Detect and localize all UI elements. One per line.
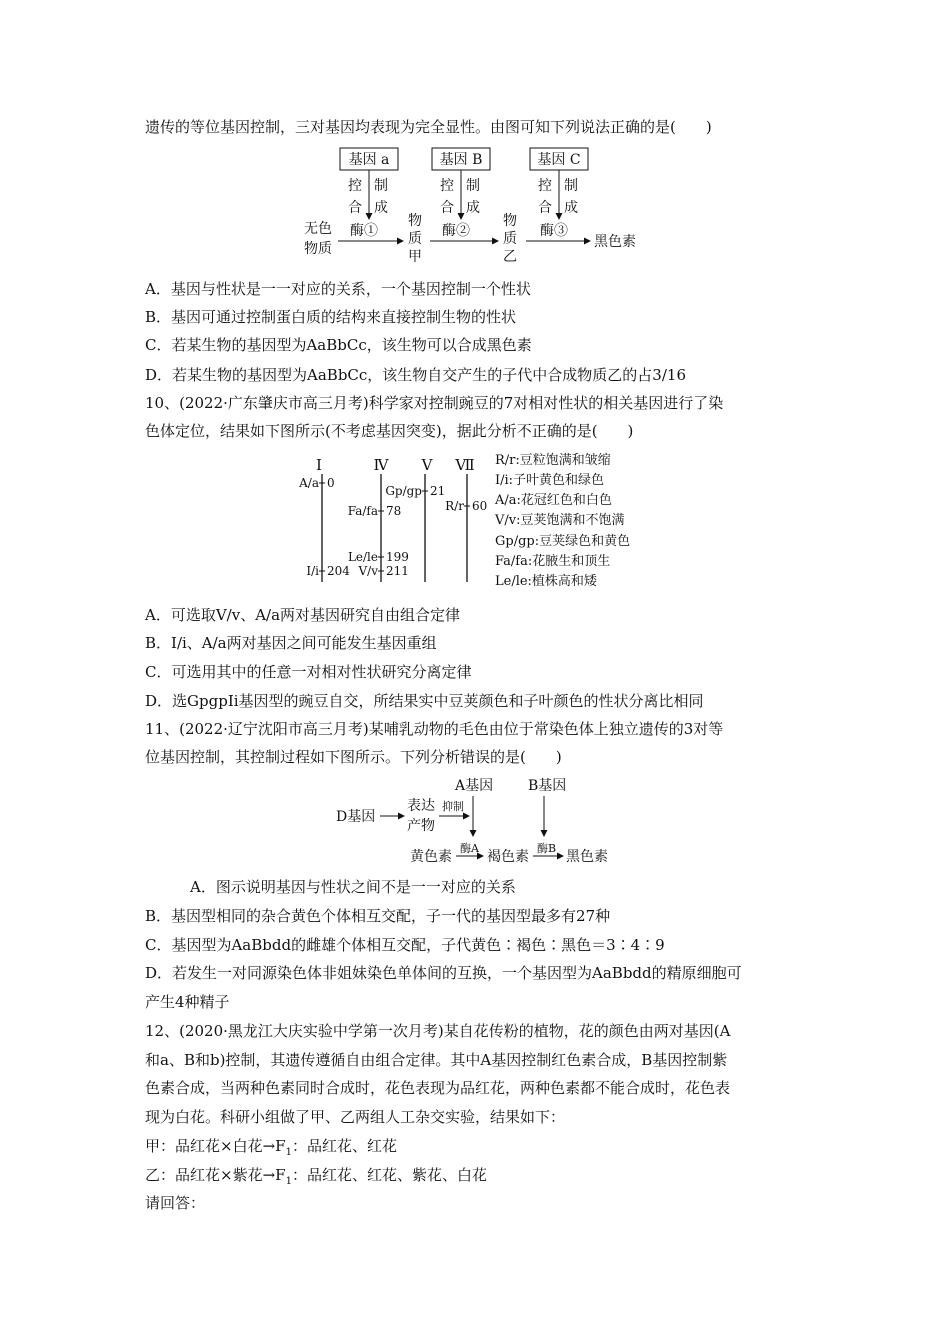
locus-Aa-label: A/a [299,476,319,490]
chromosome-V-label: Ⅴ [421,456,433,474]
substance-yi-3: 乙 [503,249,517,265]
locus-Fa-pos: 78 [386,504,402,518]
q10-chromosome-map [295,450,665,595]
chromosome-VII-label: Ⅶ [455,456,475,474]
q9-gene-pathway-diagram [290,143,660,268]
q12-cross-jia [145,1136,397,1163]
legend-item: R/r:豆粒饱满和皱缩 [495,453,611,468]
q11-stem-line2: 位基因控制，其控制过程如下图所示。下列分析错误的是( ) [145,748,562,766]
cross-jia-offspring: ：品红花、红花 [291,1137,397,1155]
q11-option-b: B．基因型相同的杂合黄色个体相互交配，子一代的基因型最多有27种 [145,907,611,925]
locus-Aa-pos: 0 [327,476,335,490]
ctrl-b-right: 制 [466,178,480,194]
q9-stem: 遗传的等位基因控制，三对基因均表现为完全显性。由图可知下列说法正确的是( ) [145,118,712,136]
locus-Le-label: Le/le [347,550,378,564]
cross-yi-arrow: → [262,1166,276,1184]
enzyme-2: 酶② [442,223,470,239]
colorless-substance-1: 无色 [304,221,332,237]
legend-item: Gp/gp:豆荚绿色和黄色 [495,534,631,549]
syn-a-left: 合 [348,200,362,216]
b-gene-label: B基因 [528,778,567,794]
locus-Rr-pos: 60 [472,499,488,513]
q10-stem-line2: 色体定位，结果如下图所示(不考虑基因突变)，据此分析不正确的是( ) [145,422,634,440]
locus-Vv-label: V/v [358,564,378,578]
product-label: 产物 [407,818,435,834]
q10-option-d: D．选GpgpIi基因型的豌豆自交，所结果实中豆荚颜色和子叶颜色的性状分离比相同 [145,692,704,710]
q12-stem-line2: 和a、B和b)控制，其遗传遵循自由组合定律。其中A基因控制红色素合成，B基因控制紫 [145,1051,728,1069]
cross-yi-f1-sub: 1 [285,1176,292,1187]
locus-Gp-label: Gp/gp [385,484,422,498]
d-gene-label: D基因 [336,809,376,825]
locus-Ii-pos: 204 [327,564,350,578]
cross-yi-parents: 乙：品红花×紫花 [145,1166,263,1184]
ctrl-a-left: 控 [348,178,362,194]
gene-c-label: 基因 C [537,152,581,168]
q10-option-b: B．I/i、A/a两对基因之间可能发生基因重组 [145,634,437,652]
q11-option-d-line2: 产生4种精子 [145,993,230,1011]
q10-stem-line1: 10、(2022·广东肇庆市高三月考)科学家对控制豌豆的7对相对性状的相关基因进行了染 [145,394,724,412]
ctrl-c-left: 控 [538,178,552,194]
legend-item: Fa/fa:花腋生和顶生 [495,554,611,569]
cross-jia-f1: F [275,1137,286,1155]
substance-jia-1: 物 [408,213,422,229]
inhibit-label: 抑制 [442,800,464,813]
q9-option-b: B．基因可通过控制蛋白质的结构来直接控制生物的性状 [145,308,517,326]
locus-Vv-pos: 211 [386,564,409,578]
q9-option-a: A．基因与性状是一一对应的关系，一个基因控制一个性状 [145,280,531,298]
cross-yi-f1: F [275,1166,286,1184]
chromosome-IV-label: Ⅳ [373,456,389,474]
enzyme-a-label: 酶A [460,842,479,855]
q11-option-d-line1: D．若发生一对同源染色体非姐妹染色单体间的互换，一个基因型为AaBbdd的精原细胞可 [145,964,742,982]
gene-b-label: 基因 B [439,152,483,168]
q11-option-a: A．图示说明基因与性状之间不是一一对应的关系 [190,878,516,896]
chromosome-I-label: Ⅰ [316,456,322,474]
syn-c-left: 合 [538,200,552,216]
ctrl-a-right: 制 [374,178,388,194]
ctrl-b-left: 控 [440,178,454,194]
black-pigment-label: 黑色素 [566,849,608,865]
syn-b-right: 成 [466,200,480,216]
cross-yi-offspring: ：品红花、红花、紫花、白花 [291,1166,487,1184]
syn-b-left: 合 [440,200,454,216]
q12-stem-line3: 色素合成，当两种色素同时合成时，花色表现为品红花，两种色素都不能合成时，花色表 [145,1079,731,1097]
substance-yi-1: 物 [503,213,517,229]
legend-item: I/i:子叶黄色和绿色 [495,473,605,488]
q10-option-a: A．可选取V/v、A/a两对基因研究自由组合定律 [145,606,461,624]
q11-pigment-pathway-diagram [330,772,630,870]
q9-option-c: C．若某生物的基因型为AaBbCc，该生物可以合成黑色素 [145,336,532,354]
q12-cross-yi [145,1165,487,1192]
locus-Rr-label: R/r [445,499,464,513]
ctrl-c-right: 制 [564,178,578,194]
legend-item: V/v:豆荚饱满和不饱满 [495,513,625,528]
locus-Le-pos: 199 [386,550,409,564]
enzyme-1: 酶① [350,223,378,239]
cross-jia-arrow: → [262,1137,276,1155]
substance-jia-3: 甲 [408,249,422,265]
substance-jia-2: 质 [408,231,422,247]
q12-stem-line4: 现为白花。科研小组做了甲、乙两组人工杂交实验，结果如下： [145,1108,566,1126]
q12-stem-line1: 12、(2020·黑龙江大庆实验中学第一次月考)某自花传粉的植物，花的颜色由两对基因(A [145,1022,731,1040]
q9-option-d: D．若某生物的基因型为AaBbCc，该生物自交产生的子代中合成物质乙的占3/16 [145,366,686,384]
enzyme-b-label: 酶B [537,842,557,855]
q10-option-c: C．可选用其中的任意一对相对性状研究分离定律 [145,663,472,681]
express-label: 表达 [407,798,435,814]
enzyme-3: 酶③ [540,223,568,239]
gene-a-label: 基因 a [348,152,390,168]
syn-a-right: 成 [374,200,388,216]
q11-option-c: C．基因型为AaBbdd的雌雄个体相互交配，子代黄色∶褐色∶黑色＝3∶4∶9 [145,936,665,954]
legend-item: A/a:花冠红色和白色 [495,493,612,508]
a-gene-label: A基因 [455,778,494,794]
legend-item: Le/le:植株高和矮 [495,574,597,589]
melanin-label: 黑色素 [594,234,636,250]
q11-stem-line1: 11、(2022·辽宁沈阳市高三月考)某哺乳动物的毛色由位于常染色体上独立遗传的3对等 [145,720,724,738]
locus-Fa-label: Fa/fa [347,504,378,518]
colorless-substance-2: 物质 [304,241,332,257]
locus-Ii-label: I/i [306,564,319,578]
locus-Gp-pos: 21 [430,484,446,498]
yellow-pigment-label: 黄色素 [410,849,452,865]
q12-ask: 请回答： [145,1194,206,1212]
brown-pigment-label: 褐色素 [487,849,529,865]
syn-c-right: 成 [564,200,578,216]
substance-yi-2: 质 [503,231,517,247]
cross-jia-parents: 甲：品红花×白花 [145,1137,263,1155]
cross-jia-f1-sub: 1 [285,1147,292,1158]
